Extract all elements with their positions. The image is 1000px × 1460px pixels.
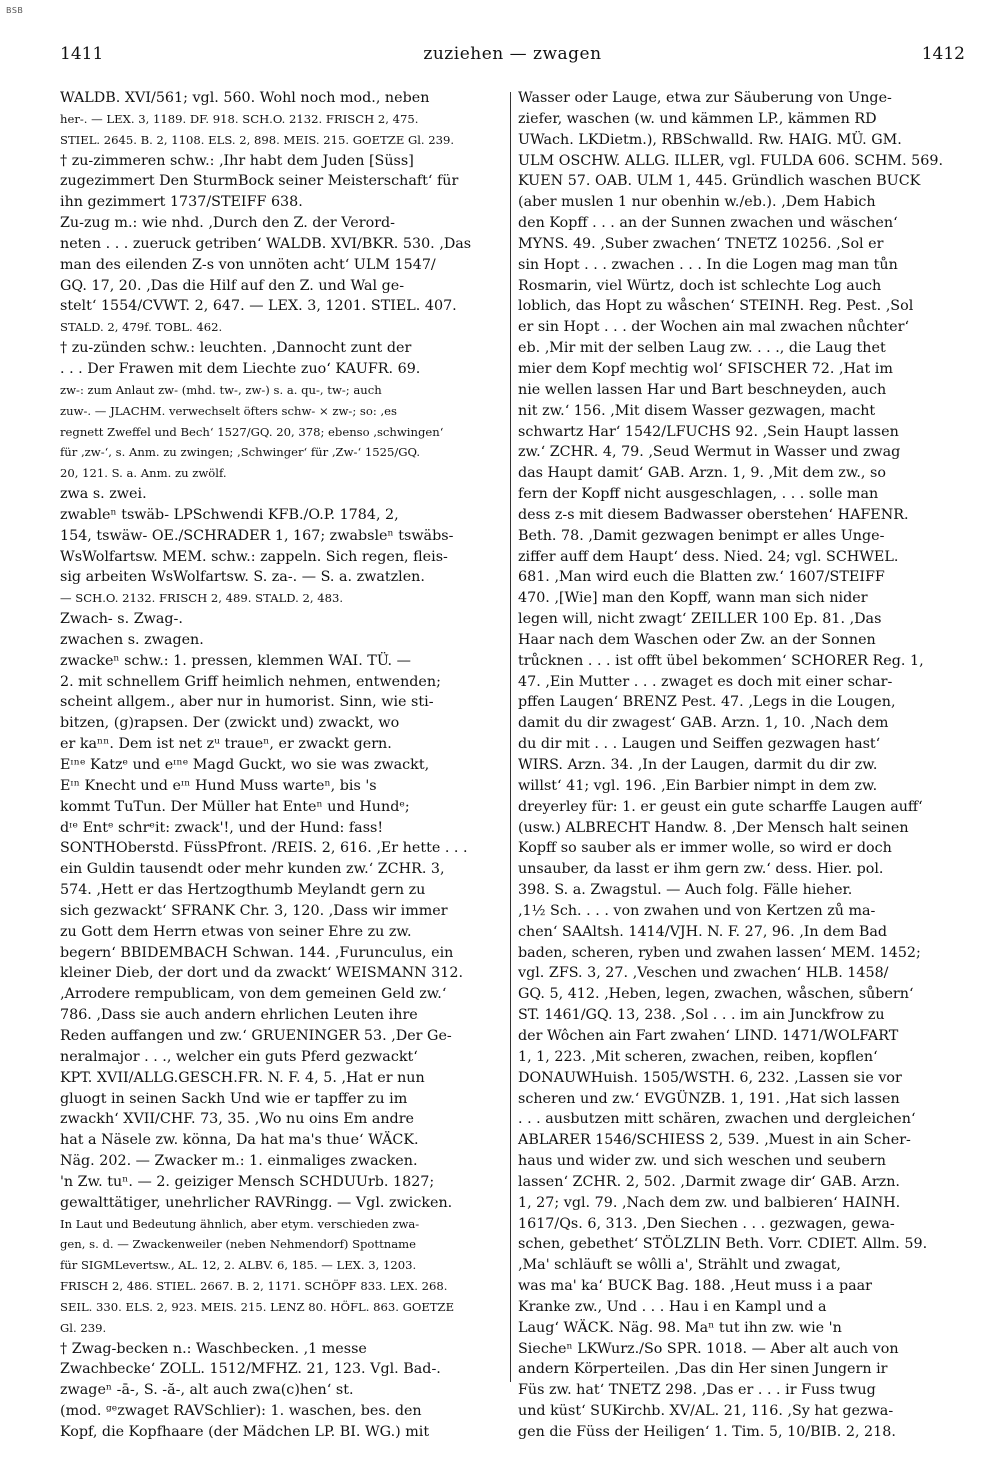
right-line: ULM OSCHW. ALLG. ILLER, vgl. FULDA 606. SCHM. 569. bbox=[518, 152, 943, 169]
right-line: lassen‘ ZCHR. 2, 502. ‚Darmit zwage dir‘ GAB. Arzn. bbox=[518, 1173, 900, 1190]
right-line: ‚Ma' schläuft se wôlli a', Strählt und zwagat, bbox=[518, 1257, 841, 1274]
right-line: WIRS. Arzn. 34. ‚In der Laugen, darmit du dir zw. bbox=[518, 757, 878, 773]
left-line: FRISCH 2, 486. STIEL. 2667. B. 2, 1171. SCHÖPF 833. LEX. 268. bbox=[60, 1279, 448, 1294]
left-line: ‚Arrodere rempublicam, von dem gemeinen Geld zw.‘ bbox=[60, 986, 447, 1003]
left-line: Zwach- s. Zwag-. bbox=[60, 611, 183, 628]
left-line: STALD. 2, 479f. TOBL. 462. bbox=[60, 320, 223, 335]
left-line: STIEL. 2645. B. 2, 1108. ELS. 2, 898. MEIS. 215. GOETZE Gl. 239. bbox=[60, 132, 455, 147]
left-line: Eᶦⁿ Knecht und eᶦⁿ Hund Muss warteⁿ, bis 's bbox=[60, 777, 377, 794]
left-line: sig arbeiten WsWolfartsw. S. za-. — S. a. zwatzlen. bbox=[60, 569, 425, 586]
right-line: 1617/Qs. 6, 313. ‚Den Siechen . . . gezwagen, gewa- bbox=[518, 1215, 895, 1232]
page-number-left: 1411 bbox=[60, 44, 104, 64]
left-line: gen, s. d. — Zwackenweiler (neben Nehmendorf) Spottname bbox=[60, 1237, 416, 1252]
left-line: er kaⁿⁿ. Dem ist net zᵘ traueⁿ, er zwackt gern. bbox=[60, 736, 392, 753]
right-line: Füs zw. hat‘ TNETZ 298. ‚Das er . . . ir Fuss twug bbox=[518, 1382, 876, 1399]
library-stamp: BSB bbox=[6, 6, 24, 15]
right-line: damit du dir zwagest‘ GAB. Arzn. 1, 10. ‚Nach dem bbox=[518, 715, 889, 732]
right-line: willst‘ 41; vgl. 196. ‚Ein Barbier nimpt in dem zw. bbox=[518, 777, 878, 794]
left-line: zu Gott dem Herrn etwas von seiner Ehre zu zw. bbox=[60, 923, 412, 940]
page-header bbox=[60, 44, 965, 70]
left-line: man des eilenden Z-s von unnöten acht‘ ULM 1547/ bbox=[60, 256, 436, 273]
right-line: trůcknen . . . ist offt übel bekommen‘ SCHORER Reg. 1, bbox=[518, 652, 924, 669]
right-line: baden, scheren, ryben und zwahen lassen‘ MEM. 1452; bbox=[518, 944, 921, 961]
right-line: DONAUWHuish. 1505/WSTH. 6, 232. ‚Lassen sie vor bbox=[518, 1069, 902, 1086]
left-line: zwableⁿ tswäb- LPSchwendi KFB./O.P. 1784, 2, bbox=[60, 506, 399, 523]
right-line: was ma' ka‘ BUCK Bag. 188. ‚Heut muss i a paar bbox=[518, 1278, 873, 1295]
left-line: 2. mit schnellem Griff heimlich nehmen, entwenden; bbox=[60, 673, 441, 690]
left-line: her-. — LEX. 3, 1189. DF. 918. SCH.O. 2132. FRISCH 2, 475. bbox=[60, 111, 419, 126]
left-line: zwageⁿ -ā-, S. -ă-, alt auch zwa(c)hen‘ st. bbox=[60, 1382, 354, 1399]
right-line: pffen Laugen‘ BRENZ Pest. 47. ‚Legs in die Lougen, bbox=[518, 694, 896, 711]
right-line: ziffer auff dem Haupt‘ dess. Nied. 24; vgl. SCHWEL. bbox=[518, 548, 899, 565]
left-line: KPT. XVII/ALLG.GESCH.FR. N. F. 4, 5. ‚Hat er nun bbox=[60, 1069, 425, 1086]
left-line: zwackeⁿ schw.: 1. pressen, klemmen WAI. TÜ. — bbox=[60, 652, 411, 669]
left-line: Eᶦⁿᵉ Katzᵉ und eᶦⁿᵉ Magd Guckt, wo sie was zwackt, bbox=[60, 757, 430, 773]
right-line: schen, gebethet‘ STÖLZLIN Beth. Vorr. CDIET. Allm. 59. bbox=[518, 1236, 928, 1253]
right-line: Laug‘ WÄCK. Näg. 98. Maⁿ tut ihn zw. wie 'n bbox=[518, 1319, 842, 1336]
left-line: für ‚zw-‘, s. Anm. zu zwingen; ‚Schwinger‘ für ‚Zw-‘ 1525/GQ. bbox=[60, 445, 421, 460]
left-line: kommt TuTun. Der Müller hat Enteⁿ und Hundᵉ; bbox=[60, 798, 410, 815]
left-line: 154, tswäw- OE./SCHRADER 1, 167; zwabsleⁿ tswäbs- bbox=[60, 527, 454, 544]
right-line: MYNS. 49. ‚Suber zwachen‘ TNETZ 10256. ‚Sol er bbox=[518, 235, 884, 252]
right-line: 1, 27; vgl. 79. ‚Nach dem zw. und balbieren‘ HAINH. bbox=[518, 1194, 901, 1211]
right-line: den Kopff . . . an der Sunnen zwachen und wäschen‘ bbox=[518, 215, 898, 232]
left-line: (mod. ᵍᵉzwaget RAVSchlier): 1. waschen, bes. den bbox=[60, 1403, 422, 1420]
left-column bbox=[60, 88, 503, 1440]
left-line: für SIGMLevertsw., AL. 12, 2. ALBV. 6, 185. — LEX. 3, 1203. bbox=[60, 1258, 417, 1273]
left-line: Zwachbecke‘ ZOLL. 1512/MFHZ. 21, 123. Vgl. Bad-. bbox=[60, 1361, 441, 1378]
left-line: 'n Zw. tuⁿ. — 2. geiziger Mensch SCHDUUrb. 1827; bbox=[60, 1173, 435, 1190]
left-line: scheint allgem., aber nur in humorist. Sinn, wie sti- bbox=[60, 694, 434, 711]
right-line: (usw.) ALBRECHT Handw. 8. ‚Der Mensch halt seinen bbox=[518, 819, 909, 836]
left-line: . . . Der Frawen mit dem Liechte zuo‘ KAUFR. 69. bbox=[60, 360, 421, 377]
right-line: GQ. 5, 412. ‚Heben, legen, zwachen, wåschen, sůbern‘ bbox=[518, 986, 914, 1003]
right-line: 398. S. a. Zwagstul. — Auch folg. Fälle hieher. bbox=[518, 882, 853, 899]
right-line: 470. ‚[Wie] man den Kopff, wann man sich nider bbox=[518, 590, 868, 607]
right-line: du dir mit . . . Laugen und Seiffen gezwagen hast‘ bbox=[518, 736, 881, 753]
left-line: — SCH.O. 2132. FRISCH 2, 489. STALD. 2, 483. bbox=[60, 591, 344, 606]
right-line: (aber muslen 1 nur obenhin w./eb.). ‚Dem Habich bbox=[518, 194, 876, 211]
left-line: ein Guldin tausendt oder mehr kunden zw.‘ ZCHR. 3, bbox=[60, 861, 445, 878]
right-line: fern der Kopff nicht ausgeschlagen, . . . solle man bbox=[518, 486, 879, 503]
left-line: zwa s. zwei. bbox=[60, 486, 147, 503]
left-line: 574. ‚Hett er das Hertzogthumb Meylandt gern zu bbox=[60, 882, 426, 899]
right-line: mier dem Kopf mechtig wol‘ SFISCHER 72. ‚Hat im bbox=[518, 360, 893, 377]
right-line: ziefer, waschen (w. und kämmen LP., kämmen RD bbox=[518, 110, 877, 127]
right-line: 681. ‚Man wird euch die Blatten zw.‘ 1607/STEIFF bbox=[518, 569, 885, 586]
left-line: zugezimmert Den SturmBock seiner Meisterschaft‘ für bbox=[60, 173, 459, 190]
left-line: Kopf, die Kopfhaare (der Mädchen LP. BI. WG.) mit bbox=[60, 1424, 430, 1440]
left-line: SEIL. 330. ELS. 2, 923. MEIS. 215. LENZ 80. HÖFL. 863. GOETZE bbox=[60, 1299, 455, 1314]
right-line: eb. ‚Mir mit der selben Laug zw. . . ., die Laug thet bbox=[518, 340, 886, 357]
right-line: 47. ‚Ein Mutter . . . zwaget es doch mit einer schar- bbox=[518, 673, 893, 690]
right-line: er sin Hopt . . . der Wochen ain mal zwachen nůchter‘ bbox=[518, 319, 910, 336]
left-line: neten . . . zueruck getriben‘ WALDB. XVI/BKR. 530. ‚Das bbox=[60, 235, 472, 252]
left-line: WALDB. XVI/561; vgl. 560. Wohl noch mod., neben bbox=[60, 90, 430, 106]
left-line: zwackh‘ XVII/CHF. 73, 35. ‚Wo nu oins Em andre bbox=[60, 1111, 414, 1128]
right-line: Wasser oder Lauge, etwa zur Säuberung von Unge- bbox=[518, 90, 892, 106]
right-line: ST. 1461/GQ. 13, 238. ‚Sol . . . im ain Junckfrow zu bbox=[518, 1007, 885, 1024]
right-line: . . . ausbutzen mitt schären, zwachen und dergleichen‘ bbox=[518, 1111, 916, 1128]
left-line: † zu-zünden schw.: leuchten. ‚Dannocht zunt der bbox=[60, 340, 412, 357]
right-line: Kopff so sauber als er immer wolle, so wird er doch bbox=[518, 840, 892, 857]
left-line: † Zwag-becken n.: Waschbecken. ‚1 messe bbox=[60, 1340, 367, 1357]
right-line: schwartz Har‘ 1542/LFUCHS 92. ‚Sein Haupt lassen bbox=[518, 423, 899, 440]
right-line: nit zw.‘ 156. ‚Mit disem Wasser gezwagen, macht bbox=[518, 402, 876, 419]
left-line: Reden auffangen und zw.‘ GRUENINGER 53. ‚Der Ge- bbox=[60, 1027, 452, 1044]
page-number-right: 1412 bbox=[921, 44, 965, 64]
right-line: dreyerley für: 1. er geust ein gute scharffe Laugen auff‘ bbox=[518, 798, 923, 815]
left-line: gluogt in seinen Sackh Und wie er tapffer zu im bbox=[60, 1090, 408, 1107]
left-line: regnett Zweffel und Bech‘ 1527/GQ. 20, 378; ebenso ‚schwingen‘ bbox=[60, 424, 444, 439]
left-line: zuw-. — JLACHM. verwechselt öfters schw- × zw-; so: ‚es bbox=[60, 403, 397, 418]
left-line: zwachen s. zwagen. bbox=[60, 631, 204, 648]
right-line: dess z-s mit diesem Badwasser oberstehen‘ HAFENR. bbox=[518, 506, 909, 523]
left-line: bitzen, (g)rapsen. Der (zwickt und) zwackt, wo bbox=[60, 715, 400, 732]
right-line: 1, 1, 223. ‚Mit scheren, zwachen, reiben, kopflen‘ bbox=[518, 1048, 878, 1065]
right-column bbox=[518, 88, 961, 1440]
right-line: der Wôchen ain Fart zwahen‘ LIND. 1471/WOLFART bbox=[518, 1027, 899, 1044]
left-line: kleiner Dieb, der dort und da zwackt‘ WEISMANN 312. bbox=[60, 965, 463, 982]
left-line: begern‘ BBIDEMBACH Schwan. 144. ‚Furunculus, ein bbox=[60, 944, 454, 961]
left-line: gewalttätiger, unehrlicher RAVRingg. — Vgl. zwicken. bbox=[60, 1194, 453, 1211]
left-line: dᶦᵉ Entᵉ schrᵉit: zwack'!, und der Hund: fass! bbox=[60, 819, 384, 836]
right-line: nie wellen lassen Har und Bart beschneyden, auch bbox=[518, 381, 887, 398]
right-line: und küst‘ SUKirchb. XV/AL. 21, 116. ‚Sy hat gezwa- bbox=[518, 1403, 894, 1420]
running-title: zuziehen — zwagen bbox=[423, 44, 602, 64]
left-line: stelt‘ 1554/CVWT. 2, 647. — LEX. 3, 1201. STIEL. 407. bbox=[60, 298, 457, 315]
right-line: ABLARER 1546/SCHIESS 2, 539. ‚Muest in ain Scher- bbox=[518, 1132, 911, 1149]
right-line: sin Hopt . . . zwachen . . . In die Logen mag man tůn bbox=[518, 256, 898, 273]
right-line: das Haupt damit‘ GAB. Arzn. 1, 9. ‚Mit dem zw., so bbox=[518, 465, 886, 482]
left-line: 786. ‚Dass sie auch andern ehrlichen Leuten ihre bbox=[60, 1007, 418, 1024]
left-line: zw-: zum Anlaut zw- (mhd. tw-, zw-) s. a. qu-, tw-; auch bbox=[60, 382, 382, 397]
right-line: unsauber, da lasst er ihm gern zw.‘ dess. Hier. pol. bbox=[518, 861, 884, 878]
left-line: 20, 121. S. a. Anm. zu zwölf. bbox=[60, 466, 227, 481]
left-line: † zu-zimmeren schw.: ‚Ihr habt dem Juden [Süss] bbox=[60, 152, 414, 169]
left-line: neralmajor . . ., welcher ein guts Pferd gezwackt‘ bbox=[60, 1048, 418, 1065]
right-line: gen die Füss der Heiligen‘ 1. Tim. 5, 10/BIB. 2, 218. bbox=[518, 1424, 896, 1440]
right-line: Kranke zw., Und . . . Hau i en Kampl und a bbox=[518, 1298, 827, 1315]
left-line: GQ. 17, 20. ‚Das die Hilf auf den Z. und Wal ge- bbox=[60, 277, 405, 294]
right-line: ‚1½ Sch. . . . von zwahen und von Kertzen zů ma- bbox=[518, 902, 876, 919]
left-line: sich gezwackt‘ SFRANK Chr. 3, 120. ‚Dass wir immer bbox=[60, 902, 448, 919]
right-line: UWach. LKDietm.), RBSchwalld. Rw. HAIG. MÜ. GM. bbox=[518, 131, 902, 148]
left-line: ihn gezimmert 1737/STEIFF 638. bbox=[60, 194, 303, 211]
right-line: Siecheⁿ LKWurz./So SPR. 1018. — Aber alt auch von bbox=[518, 1340, 899, 1357]
right-line: Beth. 78. ‚Damit gezwagen benimpt er alles Unge- bbox=[518, 527, 885, 544]
right-line: Haar nach dem Waschen oder Zw. an der Sonnen bbox=[518, 631, 876, 648]
right-line: Rosmarin, viel Würtz, doch ist schlechte Log auch bbox=[518, 277, 882, 294]
right-line: vgl. ZFS. 3, 27. ‚Veschen und zwachen‘ HLB. 1458/ bbox=[518, 965, 889, 982]
left-line: Gl. 239. bbox=[60, 1320, 107, 1335]
right-line: KUEN 57. OAB. ULM 1, 445. Gründlich waschen BUCK bbox=[518, 173, 921, 190]
left-line: In Laut und Bedeutung ähnlich, aber etym. verschieden zwa- bbox=[60, 1216, 420, 1231]
column-rule bbox=[510, 92, 511, 1382]
left-line: Näg. 202. — Zwacker m.: 1. einmaliges zwacken. bbox=[60, 1153, 418, 1170]
right-line: zw.‘ ZCHR. 4, 79. ‚Seud Wermut in Wasser und zwag bbox=[518, 444, 901, 461]
right-line: haus und wider zw. und sich weschen und seubern bbox=[518, 1153, 886, 1170]
right-line: loblich, das Hopt zu wåschen‘ STEINH. Reg. Pest. ‚Sol bbox=[518, 298, 914, 315]
right-line: scheren und zw.‘ EVGÜNZB. 1, 191. ‚Hat sich lassen bbox=[518, 1090, 900, 1107]
left-line: hat a Näsele zw. könna, Da hat ma's thue‘ WÄCK. bbox=[60, 1132, 419, 1149]
right-line: andern Körperteilen. ‚Das din Her sinen Jungern ir bbox=[518, 1361, 888, 1378]
left-line: Zu-zug m.: wie nhd. ‚Durch den Z. der Verord- bbox=[60, 215, 396, 232]
right-line: legen will, nicht zwagt‘ ZEILLER 100 Ep. 81. ‚Das bbox=[518, 611, 882, 628]
left-line: SONTHOberstd. FüssPfront. /REIS. 2, 616. ‚Er hette . . . bbox=[60, 840, 468, 857]
right-line: chen‘ SAAltsh. 1414/VJH. N. F. 27, 96. ‚In dem Bad bbox=[518, 923, 888, 940]
left-line: WsWolfartsw. MEM. schw.: zappeln. Sich regen, fleis- bbox=[60, 548, 448, 565]
